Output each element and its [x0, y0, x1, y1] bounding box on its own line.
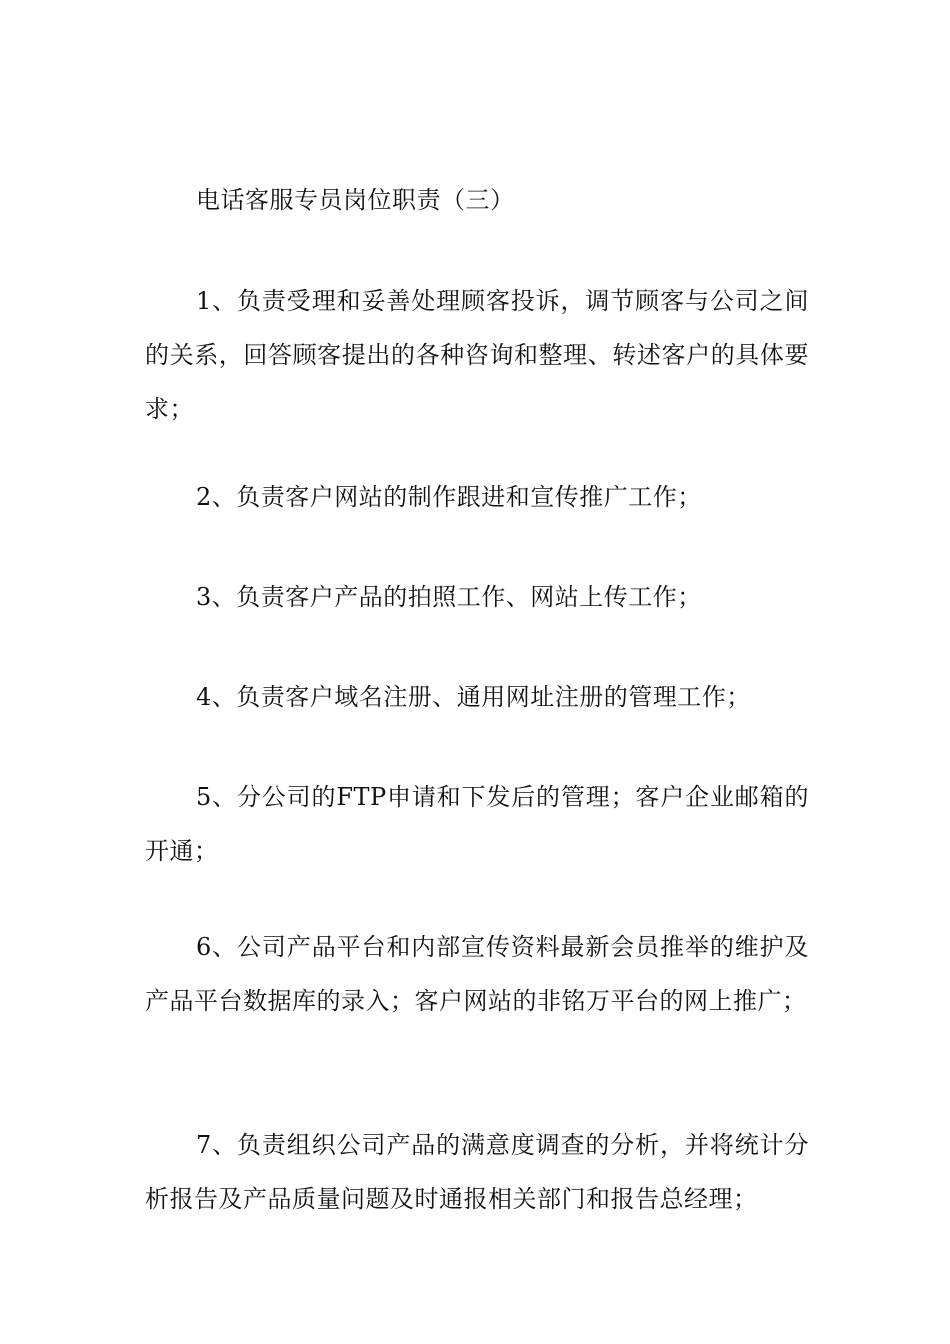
duty-item-6: 6、公司产品平台和内部宣传资料最新会员推举的维护及产品平台数据库的录入；客户网站的非铭万平台的网上推广； — [145, 933, 809, 1015]
duty-item-5: 5、分公司的FTP申请和下发后的管理；客户企业邮箱的开通； — [145, 783, 809, 865]
duty-item-2: 2、负责客户网站的制作跟进和宣传推广工作； — [196, 483, 702, 511]
duty-item-7: 7、负责组织公司产品的满意度调查的分析，并将统计分析报告及产品质量问题及时通报相关部门和报告总经理； — [145, 1131, 809, 1213]
duty-item-3: 3、负责客户产品的拍照工作、网站上传工作； — [196, 583, 702, 611]
duty-item-1: 1、负责受理和妥善处理顾客投诉，调节顾客与公司之间的关系，回答顾客提出的各种咨询和整理、转述客户的具体要求； — [145, 287, 809, 423]
document-title: 电话客服专员岗位职责（三） — [196, 186, 515, 214]
duty-item-4: 4、负责客户域名注册、通用网址注册的管理工作； — [196, 683, 751, 711]
